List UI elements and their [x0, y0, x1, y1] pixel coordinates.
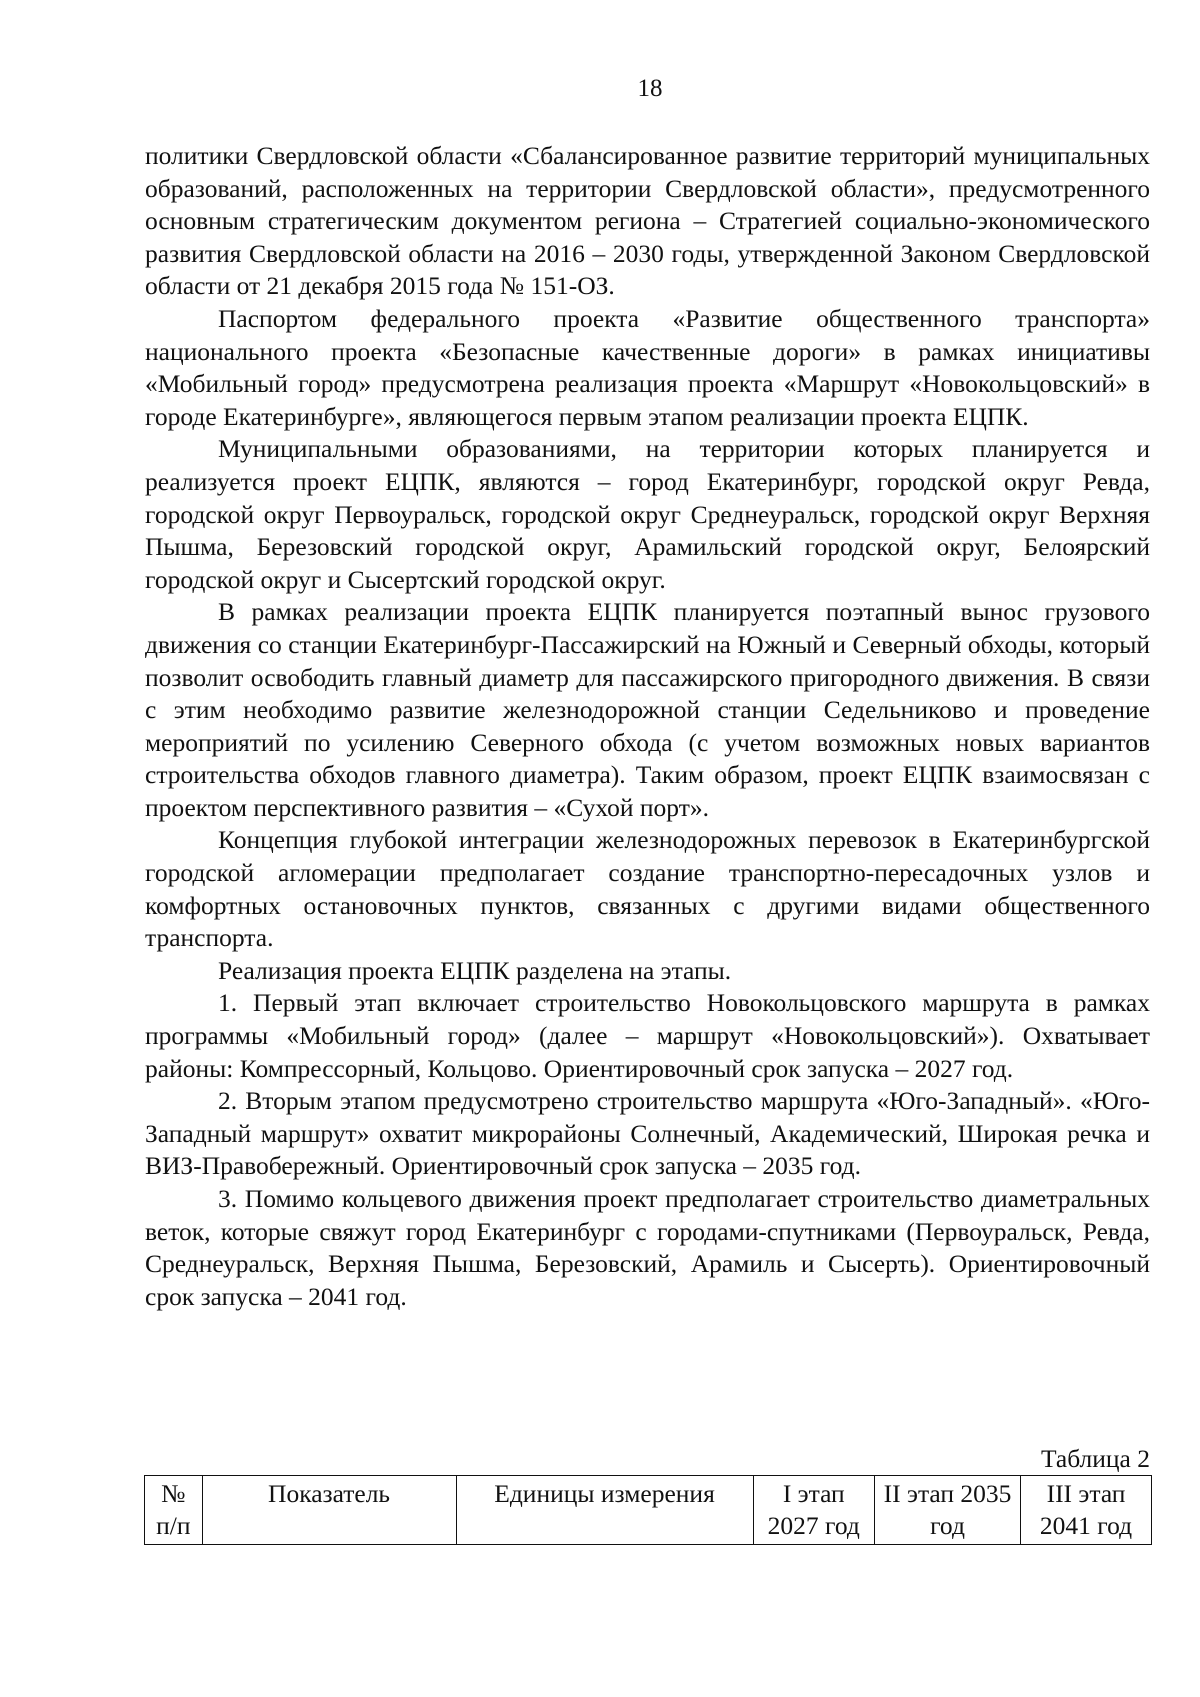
header-indicator: Показатель [202, 1476, 456, 1545]
table-header [145, 1476, 1152, 1545]
paragraph: Муниципальными образованиями, на территории которых планируется и реализуется проект ЕЦПК, являются – город Екатеринбург, городской округ Ревда, городской округ Первоуральск, городской округ Среднеуральск, городской округ Верхняя Пышма, Березовский городской округ, Арамильский городской округ, Белоярский городской округ и Сысертский городской округ. [145, 434, 1150, 594]
header-stage-2: II этап 2035 год [875, 1476, 1021, 1545]
header-number: № п/п [145, 1476, 203, 1545]
list-item-stage-2: 2. Вторым этапом предусмотрено строительство маршрута «Юго-Западный». «Юго-Западный маршрут» охватит микрорайоны Солнечный, Академический, Широкая речка и ВИЗ-Правобережный. Ориентировочный срок запуска – 2035 год. [145, 1086, 1150, 1181]
table-caption: Таблица 2 [1040, 1444, 1150, 1473]
table-header-row [145, 1476, 1152, 1545]
header-stage-3: III этап 2041 год [1021, 1476, 1152, 1545]
paragraph: Реализация проекта ЕЦПК разделена на этапы. [218, 955, 732, 985]
list-item-stage-1: 1. Первый этап включает строительство Новокольцовского маршрута в рамках программы «Мобильный город» (далее – маршрут «Новокольцовский»). Охватывает районы: Компрессорный, Кольцово. Ориентировочный срок запуска – 2027 год. [145, 988, 1150, 1083]
paragraph: Концепция глубокой интеграции железнодорожных перевозок в Екатеринбургской городской агломерации предполагает создание транспортно-пересадочных узлов и комфортных остановочных пунктов, связанных с другими видами общественного транспорта. [145, 825, 1150, 953]
body-text [145, 140, 1150, 1313]
paragraph: В рамках реализации проекта ЕЦПК планируется поэтапный вынос грузового движения со станции Екатеринбург-Пассажирский на Южный и Северный обходы, который позволит освободить главный диаметр для пассажирского пригородного движения. В связи с этим необходимо развитие железнодорожной станции Седельниково и проведение мероприятий по усилению Северного обхода (с учетом возможных новых вариантов строительства обходов главного диаметра). Таким образом, проект ЕЦПК взаимосвязан с проектом перспективного развития – «Сухой порт». [145, 597, 1150, 822]
paragraph: политики Свердловской области «Сбалансированное развитие территорий муниципальных образований, расположенных на территории Свердловской области», предусмотренного основным стратегическим документом региона – Стратегией социально-экономического развития Свердловской области на 2016 – 2030 годы, утвержденной Законом Свердловской области от 21 декабря 2015 года № 151-ОЗ. [145, 141, 1150, 301]
page-number: 18 [637, 75, 663, 102]
header-units: Единицы измерения [456, 1476, 753, 1545]
indicators-table [144, 1475, 1152, 1545]
paragraph: Паспортом федерального проекта «Развитие общественного транспорта» национального проекта «Безопасные качественные дороги» в рамках инициативы «Мобильный город» предусмотрена реализация проекта «Маршрут «Новокольцовский» в городе Екатеринбурге», являющегося первым этапом реализации проекта ЕЦПК. [145, 303, 1150, 431]
header-stage-1: I этап 2027 год [753, 1476, 874, 1545]
list-item-stage-3: 3. Помимо кольцевого движения проект предполагает строительство диаметральных веток, которые свяжут город Екатеринбург с городами-спутниками (Первоуральск, Ревда, Среднеуральск, Верхняя Пышма, Березовский, Арамиль и Сысерть). Ориентировочный срок запуска – 2041 год. [145, 1184, 1150, 1311]
